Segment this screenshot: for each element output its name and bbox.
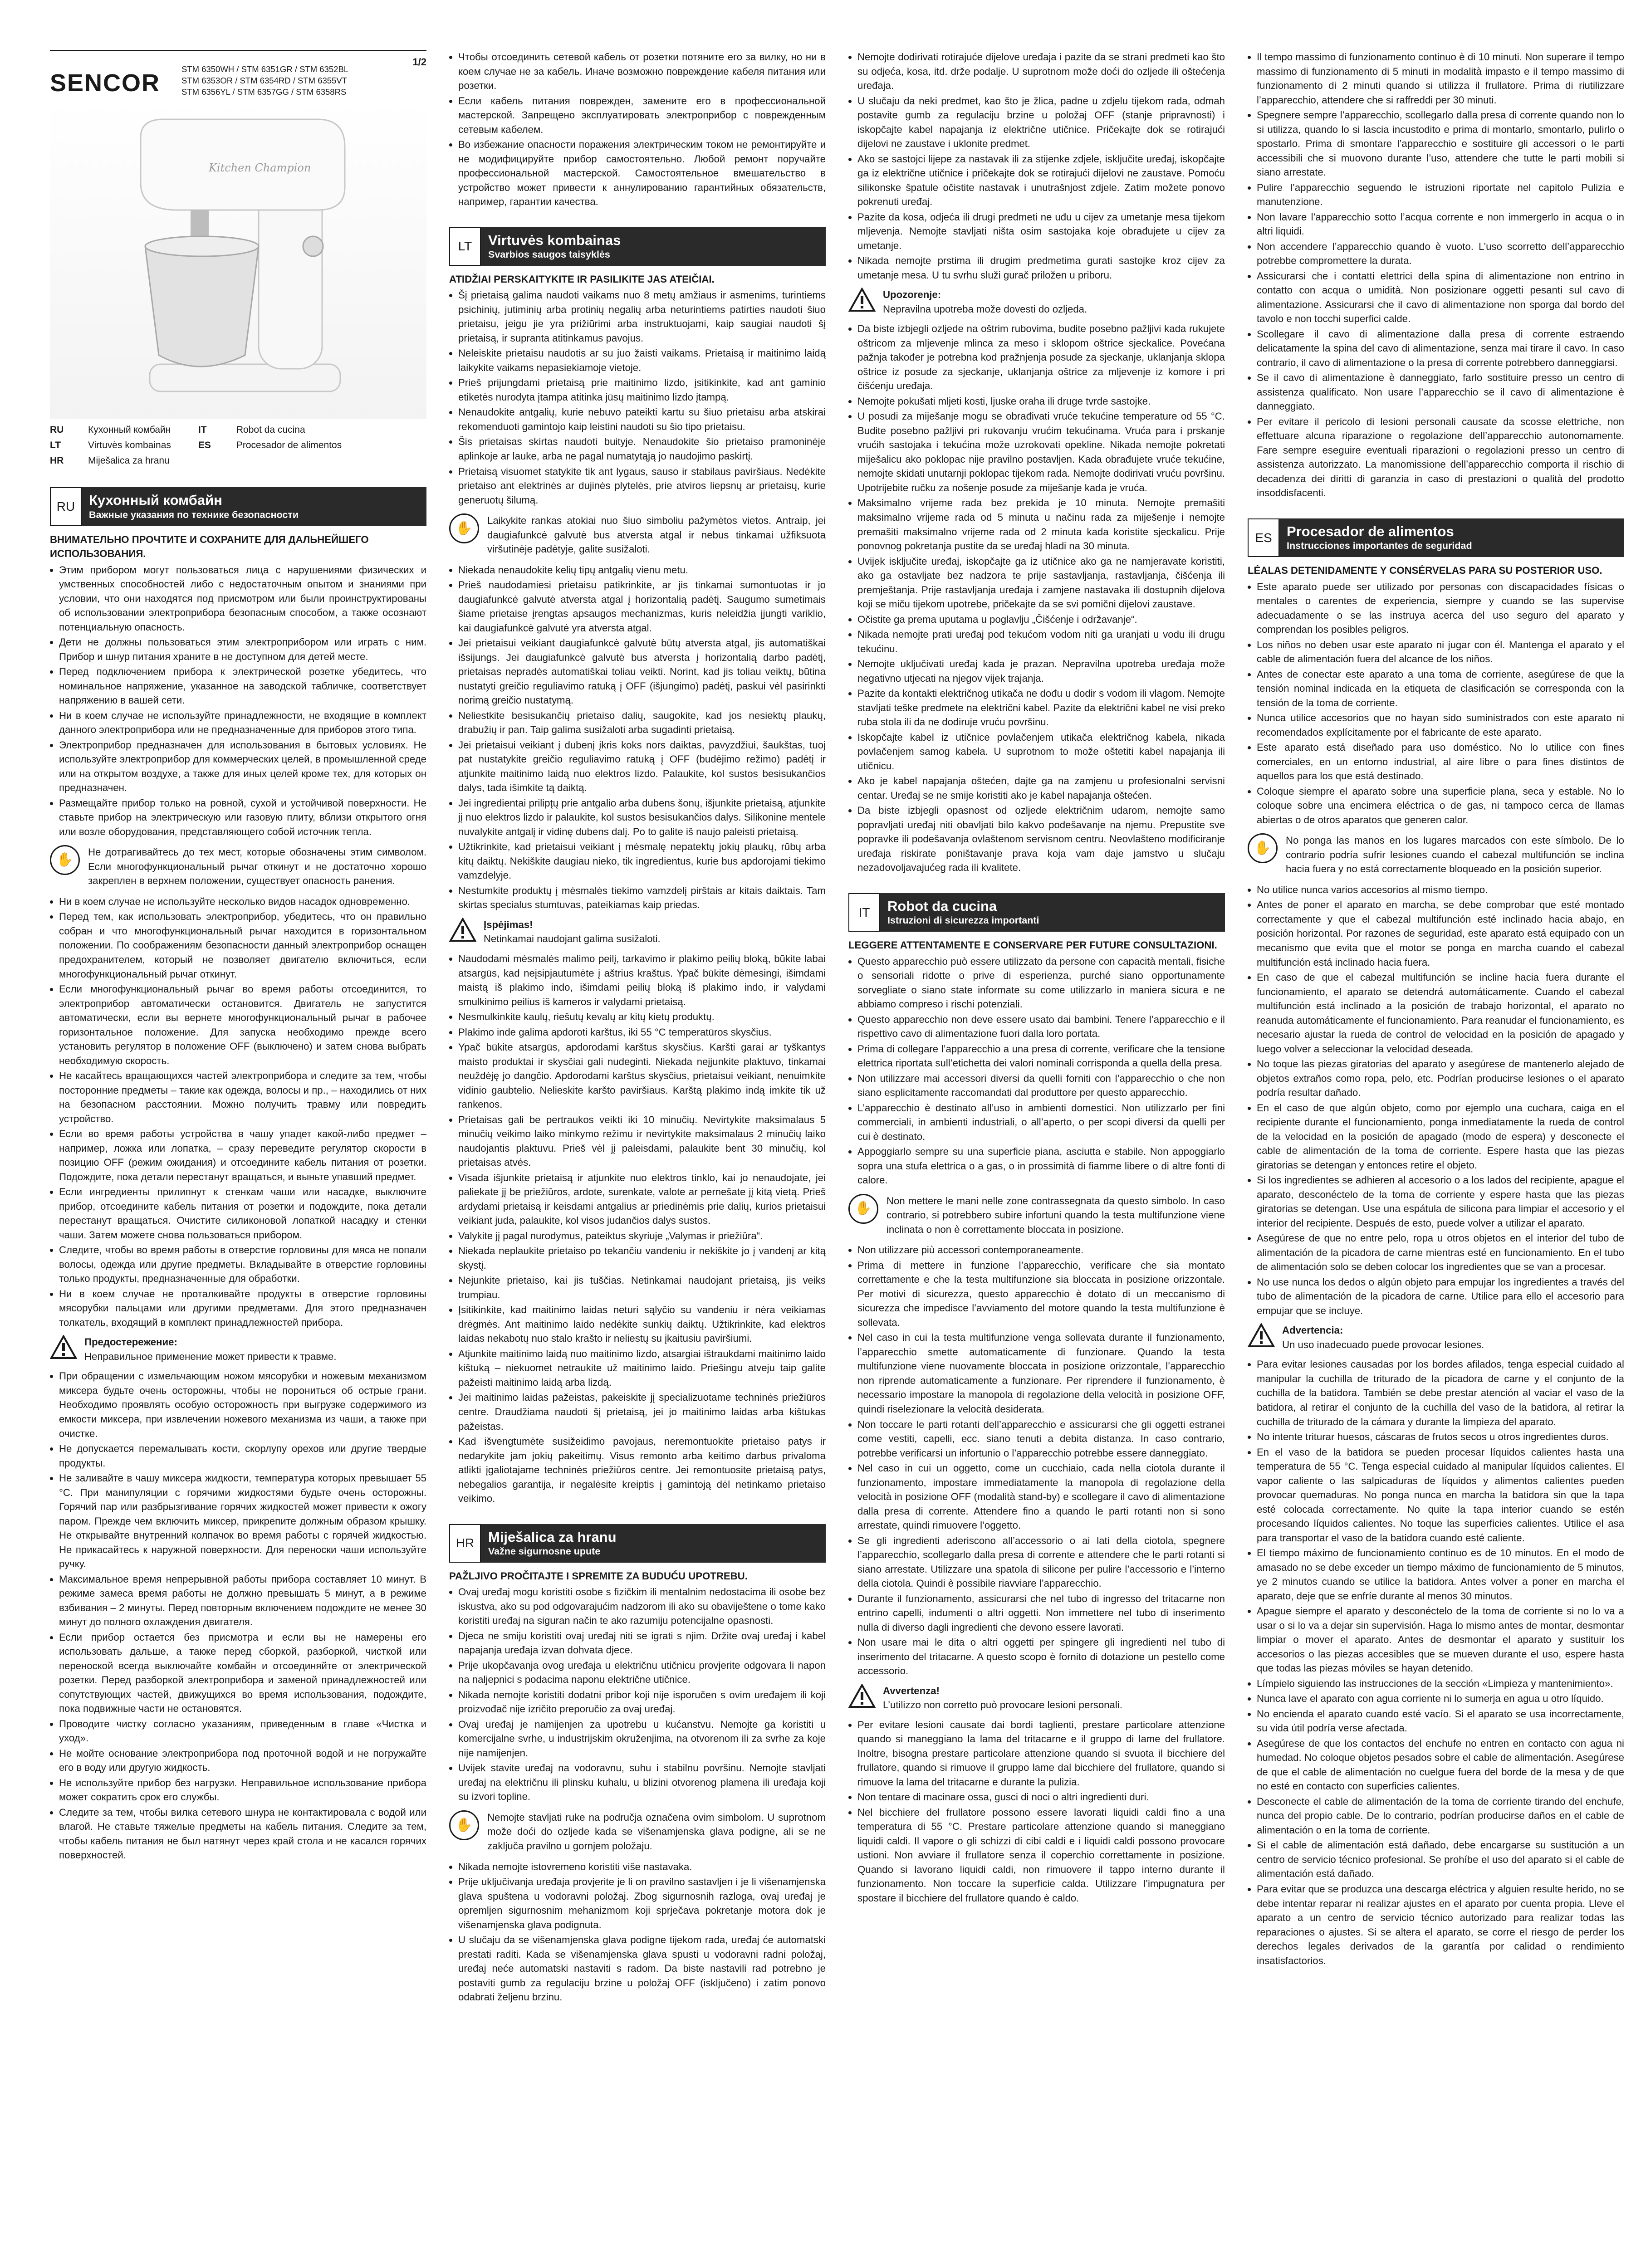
list-item: • U slučaju da neki predmet, kao što je žlica, padne u zdjelu tijekom rada, odmah postavite gumb za regulaciju brzine u položaj OFF (stanje pripravnosti) i iskopčajte kabel napajanja iz električne utičnice. Pričekajte dok se rotirajući dijelovi ne zaustave i uklonite predmet. bbox=[857, 94, 1225, 151]
list-item: • Электроприбор предназначен для использования в бытовых условиях. Не используйте электроприбор для коммерческих целей, в промышленной среде или на открытом воздухе, а также для иных целей кроме тех, для которых он предназначен. bbox=[59, 738, 426, 795]
list-item: • Pazite da kontakti električnog utikača ne dođu u dodir s vodom ili vlagom. Nemojte stavljati teške predmete na električni kabel. Pazite da električni kabel ne visi preko ruba stola ili da ne dodiruje vruću površinu. bbox=[857, 686, 1225, 729]
list-item: • Očistite ga prema uputama u poglavlju „Čišćenje i održavanje“. bbox=[857, 612, 1225, 627]
warning-triangle-icon bbox=[848, 1684, 876, 1708]
model-line: STM 6353OR / STM 6354RD / STM 6355VT bbox=[181, 75, 347, 85]
it-continued-items bbox=[1248, 50, 1624, 500]
product-script: Kitchen Champion bbox=[209, 161, 311, 174]
list-item: • Šį prietaisą galima naudoti vaikams nuo 8 metų amžiaus ir asmenims, turintiems psichinių, jutiminių arba protinių negalių arba neturintiems patirties naudoti šiuo prietaisu, jeigu jie yra prižiūrimi arba instruktuojami, kaip saugiai naudoti šį prietaisą, ir supranta atitinkamus pavojus. bbox=[458, 288, 826, 345]
section-banner-hr bbox=[449, 1524, 826, 1563]
hr-continued-items-1 bbox=[848, 50, 1225, 282]
section-banner-es bbox=[1248, 518, 1624, 557]
list-item: • Nemojte uključivati uređaj kada je prazan. Nepravilna upotreba uređaja može negativno utjecati na njegov vijek trajanja. bbox=[857, 657, 1225, 685]
symbol-note-text: Laikykite rankas atokiai nuo šiuo simboliu pažymėtos vietos. Antraip, jei daugiafunkcė galvutė bus atversta atgal ir nebus tinkamai užfiksuota viršutinėje padėtyje, galite susižaloti. bbox=[487, 515, 826, 555]
section-title: Robot da cucina bbox=[887, 898, 997, 914]
list-item: • Если ингредиенты прилипнут к стенкам чаши или насадке, выключите прибор, отсоедините кабель питания от розетки и подождите, пока детали перестанут вращаться. Очистите силиконовой лопаткой насадку и стенки чаши. Затем можете снова пользоваться прибором. bbox=[59, 1185, 426, 1242]
warning-block bbox=[848, 1684, 1225, 1712]
list-item: • Non usare mai le dita o altri oggetti per spingere gli ingredienti nel tubo di inserimento del tritacarne. A questo scopo è fornito di dotazione un pestello come accessorio. bbox=[857, 1635, 1225, 1678]
lt-items-2 bbox=[449, 563, 826, 912]
hand-warning-icon: ✋ bbox=[848, 1194, 878, 1224]
list-item: • No intente triturar huesos, cáscaras de frutos secos u otros ingredientes duros. bbox=[1257, 1430, 1624, 1444]
language-index-item bbox=[198, 423, 342, 437]
list-item: • Per evitare il pericolo di lesioni personali causate da scosse elettriche, non effettuare alcuna riparazione o regolazione dell’apparecchio autonomamente. Fare sempre eseguire eventuali riparazioni o regolazioni presso un centro di assistenza autorizzato. La manomissione dell’apparecchio comporta il rischio di decadenza dei diritti di garanzia in caso di prestazioni o qualità del prodotto insoddisfacenti. bbox=[1257, 415, 1624, 500]
warning-title: Advertencia: bbox=[1282, 1325, 1343, 1336]
list-item: • Valykite jį pagal nurodymus, pateiktus skyriuje „Valymas ir priežiūra“. bbox=[458, 1229, 826, 1243]
symbol-note bbox=[50, 845, 426, 888]
list-item: • Niekada nenaudokite kelių tipų antgalių vienu metu. bbox=[458, 563, 826, 577]
symbol-note-text: Не дотрагивайтесь до тех мест, которые обозначены этим символом. Если многофункциональный рычаг откинут и не достаточно хорошо закреплен в верхнем положении, существует опасность ранения. bbox=[88, 846, 426, 887]
warning-text: Un uso inadecuado puede provocar lesiones. bbox=[1282, 1339, 1484, 1350]
section-subtitle: Важные указания по технике безопасности bbox=[89, 509, 299, 520]
language-name: Miješalica za hranu bbox=[88, 455, 170, 466]
list-item: • Los niños no deben usar este aparato ni jugar con él. Mantenga el aparato y el cable de alimentación fuera del alcance de los niños. bbox=[1257, 638, 1624, 666]
symbol-note-text: No ponga las manos en los lugares marcados con este símbolo. De lo contrario podría sufrir lesiones cuando el cabezal multifunción se inclina hacia fuera y no está correctamente bloqueado en la posición superior. bbox=[1286, 835, 1624, 875]
list-item: • Следите за тем, чтобы вилка сетевого шнура не контактировала с водой или влагой. Не ставьте тяжелые предметы на кабель питания. Следите за тем, чтобы кабель питания не был натянут через край стола и не касался горячих поверхностей. bbox=[59, 1805, 426, 1862]
list-item: • Non utilizzare più accessori contemporaneamente. bbox=[857, 1243, 1225, 1257]
list-item: • Da biste izbjegli opasnost od ozljede električnim udarom, nemojte samo popravljati uređaj niti obavljati bilo kakvo podešavanje na njemu. Prepustite sve popravke ili podešavanja ovlaštenom servisnom centru. Neovlašteno modificiranje uređaja riskirate poništavanje prava koja vam daje jamstvo u slučaju nezadovoljavajućeg rada ili kvalitete. bbox=[857, 803, 1225, 875]
warning-block bbox=[848, 288, 1225, 316]
list-item: • Si los ingredientes se adhieren al accesorio o a los lados del recipiente, apague el aparato, desconéctelo de la toma de corriente y espere hasta que las piezas giratorias se detengan. Use una espátula de silicona para limpiar el accesorio y el interior del recipiente. Después de esto, puede volver a utilizar el aparato. bbox=[1257, 1173, 1624, 1230]
model-line: STM 6350WH / STM 6351GR / STM 6352BL bbox=[181, 64, 349, 74]
warning-text: L’utilizzo non corretto può provocare lesioni personali. bbox=[883, 1699, 1122, 1711]
symbol-note-text: Nemojte stavljati ruke na područja označena ovim simbolom. U suprotnom može doći do ozljede kada se višenamjenska glava podigne, ali se ne zaključa pravilno u gornjem položaju. bbox=[487, 1811, 826, 1852]
list-item: • Nel caso in cui la testa multifunzione venga sollevata durante il funzionamento, l’apparecchio smette automaticamente di funzionare. Quando la testa multifunzione viene nuovamente bloccata in posizione orizzontale, l’apparecchio non riprende automaticamente a funzionare. Per riprendere il funzionamento, è necessario impostare la manopola di regolazione della velocità in posizione OFF, quindi riselezionare la velocità desiderata. bbox=[857, 1330, 1225, 1416]
symbol-note bbox=[1248, 833, 1624, 876]
list-item: • Ни в коем случае не используйте принадлежности, не входящие в комплект данного электроприбора или не предназначенные для приборов этого типа. bbox=[59, 709, 426, 737]
list-item: • Jei ingredientai prilipt̨ų prie antgalio arba dubens šonų, išjunkite prietaisą, atjunkite jį nuo elektros lizdo ir palaukite, kol sustos besisukančios dalys. Silikonine mentele nuvalykite antgalį ir vidinę dubens dalį. Po to galite iš naujo paleisti prietaisą. bbox=[458, 796, 826, 839]
list-item: • Ako je kabel napajanja oštećen, dajte ga na zamjenu u profesionalni servisni centar. Uređaj se ne smije koristiti ako je kabel napajanja oštećen. bbox=[857, 774, 1225, 802]
warning-triangle-icon bbox=[50, 1335, 77, 1359]
section-code: RU bbox=[50, 487, 82, 526]
list-item: • Nemojte dodirivati rotirajuće dijelove uređaja i pazite da se strani predmeti kao što su odjeća, kosa, itd. drže podalje. U suprotnom može doći do ozljede ili oštećenja uređaja. bbox=[857, 50, 1225, 93]
list-item: • Se gli ingredienti aderiscono all’accessorio o ai lati della ciotola, spegnere l’apparecchio, scollegarlo dalla presa di corrente e attendere che le parti rotanti si siano arrestate. Utilizzare una spatola di silicone per pulire l’accessorio e l’interno della ciotola. Quindi è possibile riavviare l’apparecchio. bbox=[857, 1534, 1225, 1591]
list-item: • Prieš naudodamiesi prietaisu patikrinkite, ar jis tinkamai sumontuotas ir jo daugiafunkcė galvutė atversta atgal į horizontalią padėtį. Saugumo sumetimais šiame prietaise įrengtas apsaugos mechanizmas, kuris neleidžia įjungti variklio, kai daugiafunkcė galvutė yra atversta atgal. bbox=[458, 578, 826, 635]
warning-text: Nepravilna upotreba može dovesti do ozljeda. bbox=[883, 303, 1087, 315]
section-code: ES bbox=[1248, 518, 1279, 557]
hand-warning-icon: ✋ bbox=[50, 845, 80, 875]
list-item: • Si el cable de alimentación está dañado, debe encargarse su sustitución a un centro de servicio técnico profesional. Se prohíbe el uso del aparato si el cable de alimentación está dañado. bbox=[1257, 1838, 1624, 1881]
warning-triangle-icon bbox=[1248, 1323, 1275, 1348]
lt-items-1 bbox=[449, 288, 826, 507]
section-subtitle: Svarbios saugos taisyklės bbox=[488, 249, 610, 260]
hand-warning-icon: ✋ bbox=[449, 513, 479, 543]
list-item: • Djeca ne smiju koristiti ovaj uređaj niti se igrati s njim. Držite ovaj uređaj i kabel napajanja uređaja izvan dohvata djece. bbox=[458, 1629, 826, 1657]
hr-items-1 bbox=[449, 1585, 826, 1804]
list-item: • Assicurarsi che i contatti elettrici della spina di alimentazione non entrino in contatto con acqua o umidità. Non posizionare oggetti pesanti sul cavo di alimentazione. Assicurarsi che il cavo di alimentazione non sporga dal bordo del tavolo e non tocchi superfici calde. bbox=[1257, 269, 1624, 326]
it-items-1 bbox=[848, 954, 1225, 1188]
list-item: • U slučaju da se višenamjenska glava podigne tijekom rada, uređaj će automatski prestati raditi. Kada se višenamjenska glava spusti u vodoravni radni položaj, uređaj neće automatski nastaviti s radom. Da biste nastavili rad potrebno je postaviti gumb za regulaciju brzine u položaj OFF (isključeno) i zatim ponovo odabrati željenu brzinu. bbox=[458, 1933, 826, 2004]
list-item: • Non utilizzare mai accessori diversi da quelli forniti con l’apparecchio o che non siano esplicitamente raccomandati dal produttore per questo apparecchio. bbox=[857, 1071, 1225, 1100]
list-item: • Appoggiarlo sempre su una superficie piana, asciutta e stabile. Non appoggiarlo sopra una stufa elettrica o a gas, o in prossimità di fiamme libere o di altre fonti di calore. bbox=[857, 1144, 1225, 1188]
ru-continued-items bbox=[449, 50, 826, 209]
section-title: Procesador de alimentos bbox=[1287, 523, 1454, 539]
section-code: HR bbox=[449, 1524, 481, 1563]
ru-items-2 bbox=[50, 894, 426, 1330]
ru-items-3 bbox=[50, 1369, 426, 1862]
list-item: • Jei maitinimo laidas pažeistas, pakeiskite jį specializuotame techninės priežiūros centre. Draudžiama naudoti šį prietaisą, jei jo maitinimo laidas arba kištukas pažeistas. bbox=[458, 1390, 826, 1433]
section-title: Кухонный комбайн bbox=[89, 492, 222, 508]
product-image bbox=[50, 101, 426, 419]
list-item: • Antes de conectar este aparato a una toma de corriente, asegúrese de que la tensión nominal indicada en la etiqueta de clasificación se corresponda con la tensión de la toma de corriente. bbox=[1257, 667, 1624, 710]
list-item: • Следите, чтобы во время работы в отверстие горловины для мяса не попали волосы, одежда или другие предметы. Вкладывайте в отверстие горловины только продукты, предназначенные для обработки. bbox=[59, 1243, 426, 1286]
list-item: • Este aparato está diseñado para uso doméstico. No lo utilice con fines comerciales, en un entorno industrial, al aire libre o para fines distintos de aquellos para los que está destinado. bbox=[1257, 740, 1624, 783]
list-item: • Naudodami mėsmalės malimo peilį, tarkavimo ir plakimo peilių bloką, būkite labai atsargūs, kad neįsipjautumėte į aštrius kraštus. Ypač būkite dėmesingi, išimdami maistą iš plakimo indo, išimdami peilių bloką iš plakimo indo, ir valydami smulkinimo peilius iš kameros ir valydami prietaisą. bbox=[458, 952, 826, 1009]
list-item: • Neleiskite prietaisu naudotis ar su juo žaisti vaikams. Prietaisą ir maitinimo laidą laikykite vaikams nepasiekiamoje vietoje. bbox=[458, 346, 826, 375]
hand-warning-icon: ✋ bbox=[449, 1810, 479, 1840]
list-item: • Prije uključivanja uređaja provjerite je li on pravilno sastavljen i je li višenamjenska glava spuštena u vodoravni položaj. Zbog sigurnosnih razloga, ovaj uređaj je opremljen sigurnosnim mehanizmom koji sprječava pokretanje motora dok je višenamjenska glava podignuta. bbox=[458, 1875, 826, 1932]
language-code: ES bbox=[198, 440, 211, 450]
list-item: • Asegúrese de que los contactos del enchufe no entren en contacto con agua ni humedad. No coloque objetos pesados sobre el cable de alimentación. Asegúrese de que el cable de alimentación no cuelgue fuera del borde de la mesa y de que no esté en contacto con superficies calientes. bbox=[1257, 1736, 1624, 1794]
list-item: • Atjunkite maitinimo laidą nuo maitinimo lizdo, atsargiai ištraukdami maitinimo laido kištuką – niekuomet netraukite už maitinimo laido. Priešingu atveju taip galite pažeisti maitinimo laidą arba lizdą. bbox=[458, 1347, 826, 1390]
list-item: • Nel bicchiere del frullatore possono essere lavorati liquidi caldi fino a una temperatura di 55 °C. Prestare particolare attenzione quando si maneggiano liquidi caldi. Il vapore o gli schizzi di cibi caldi e i liquidi caldi possono provocare ustioni. Non avviare il frullatore senza il coperchio correttamente in posizione. Quando si lavorano liquidi caldi, non rimuovere il tappo interno durante il funzionamento. Non toccare la superficie calda. Utilizzare l’impugnatura per spostare il bicchiere del frullatore quando è caldo. bbox=[857, 1805, 1225, 1906]
list-item: • Если кабель питания поврежден, замените его в профессиональной мастерской. Запрещено эксплуатировать электроприбор с поврежденным сетевым кабелем. bbox=[458, 94, 826, 137]
es-items-2 bbox=[1248, 883, 1624, 1318]
list-item: • Kad išvengtumėte susižeidimo pavojaus, neremontuokite prietaiso patys ir nedarykite jam jokių pakeitimų. Visus remonto arba keitimo darbus privaloma atlikti įgaliotajame techninės priežiūros centre. Jei remontuosite prietaisą patys, nebegalios garantija, ir negalėsite kreiptis į gamintoją dėl netinkamo prietaiso veikimo. bbox=[458, 1434, 826, 1506]
section-subtitle: Važne sigurnosne upute bbox=[488, 1545, 601, 1557]
list-item: • Per evitare lesioni causate dai bordi taglienti, prestare particolare attenzione quando si maneggiano la lama del tritacarne e il gruppo di lame del frullatore. Inoltre, bisogna prestare particolare attenzione quando si svuota il bicchiere del frullatore, quando si rimuove il gruppo lame dal bicchiere del frullatore, quando si rimuove la lama del tritacarne e durante la pulizia. bbox=[857, 1718, 1225, 1789]
list-item: • Чтобы отсоединить сетевой кабель от розетки потяните его за вилку, но ни в коем случае не за кабель. Иначе возможно повреждение кабеля питания или розетки. bbox=[458, 50, 826, 93]
list-item: • Questo apparecchio non deve essere usato dai bambini. Tenere l’apparecchio e il rispettivo cavo di alimentazione fuori dalla loro portata. bbox=[857, 1012, 1225, 1041]
section-code: IT bbox=[848, 893, 880, 932]
language-code: RU bbox=[50, 425, 64, 435]
list-item: • Не мойте основание электроприбора под проточной водой и не погружайте его в воду или другую жидкость. bbox=[59, 1746, 426, 1775]
list-item: • Ako se sastojci lijepe za nastavak ili za stijenke zdjele, isključite uređaj, iskopčajte ga iz električne utičnice i pričekajte dok se rotirajući dijelovi ne zaustave. Pomoću silikonske špatule očistite nastavak i unutrašnjost zdjele. Zatim možete ponovo pokrenuti uređaj. bbox=[857, 152, 1225, 209]
list-item: • Se il cavo di alimentazione è danneggiato, farlo sostituire presso un centro di assistenza qualificato. Non usare l’apparecchio se il cavo di alimentazione è danneggiato. bbox=[1257, 371, 1624, 414]
list-item: • Il tempo massimo di funzionamento continuo è di 10 minuti. Non superare il tempo massimo di funzionamento di 5 minuti in modalità impasto e il tempo massimo di funzionamento di 2 minuti quando si utilizza il frullatore. Prima di riutilizzare l’apparecchio, attendere che si raffreddi per 30 minuti. bbox=[1257, 50, 1624, 107]
symbol-note bbox=[449, 1810, 826, 1853]
es-items-1 bbox=[1248, 580, 1624, 827]
header-bar bbox=[50, 50, 426, 97]
section-intro: PAŽLJIVO PROČITAJTE I SPREMITE ZA BUDUĆU UPOTREBU. bbox=[449, 1570, 748, 1582]
list-item: • Užtikrinkite, kad prietaisui veikiant į mėsmalę nepatektų jokių plaukų, rūbų arba kitų daiktų. Nekiškite daugiau nieko, tik ingredientus, kurie bus apdorojami tiekimo vamzdelyje. bbox=[458, 840, 826, 883]
section-title: Miješalica za hranu bbox=[488, 1529, 617, 1545]
page-number: 1/2 bbox=[412, 56, 426, 68]
list-item: • Pulire l’apparecchio seguendo le istruzioni riportate nel capitolo Pulizia e manutenzione. bbox=[1257, 181, 1624, 209]
warning-title: Upozorenje: bbox=[883, 289, 941, 301]
language-name: Кухонный комбайн bbox=[88, 425, 171, 435]
list-item: • Prima di collegare l’apparecchio a una presa di corrente, verificare che la tensione elettrica riportata sull’etichetta dei valori nominali corrisponda a quella della presa. bbox=[857, 1042, 1225, 1070]
list-item: • Neliestkite besisukančių prietaiso dalių, saugokite, kad jos nesiektų plaukų, drabužių ir pan. Taip galima susižaloti arba sugadinti prietaisą. bbox=[458, 709, 826, 737]
section-banner-lt bbox=[449, 227, 826, 266]
stand-mixer-illustration bbox=[122, 110, 358, 410]
warning-title: Предостережение: bbox=[84, 1336, 177, 1348]
list-item: • Prietaisas gali be pertraukos veikti iki 10 minučių. Nevirtykite maksimalaus 5 minučių veikimo laiko minkymo režimu ir nevirtykite maksimalaus 2 minučių laiko naudojantis plaktuvu. Prieš vėl jį paleisdami, palaukite bent 30 minučių, kol prietaisas atvės. bbox=[458, 1113, 826, 1170]
list-item: • Para evitar que se produzca una descarga eléctrica y alguien resulte herido, no se debe intentar reparar ni realizar ajustes en el aparato por cuenta propia. Lleve el aparato a un centro de servicio técnico autorizado para realizar todas las reparaciones o ajustes. Si se altera el aparato, se corre el riesgo de perder los derechos legales derivados de la garantía por calidad o rendimiento insatisfactorios. bbox=[1257, 1882, 1624, 1968]
section-banner-ru bbox=[50, 487, 426, 526]
section-title: Virtuvės kombainas bbox=[488, 232, 621, 248]
list-item: • Apague siempre el aparato y desconéctelo de la toma de corriente si no lo va a usar o si lo va a dejar sin supervisión. Haga lo mismo antes de montar, desmontar limpiar o mover el aparato. Antes de desmontar el aparato y sustituir los accesorios o las piezas accesibles que se mueven durante el uso, espere hasta que todas las piezas móviles se hayan detenido. bbox=[1257, 1604, 1624, 1676]
list-item: • Antes de poner el aparato en marcha, se debe comprobar que esté montado correctamente y que el cabezal multifunción esté inclinado hacia abajo, en posición horizontal. Por razones de seguridad, este aparato está equipado con un mecanismo que evita que el motor se ponga en marcha cuando el cabezal multifunción está inclinado hacia fuera. bbox=[1257, 898, 1624, 969]
list-item: • Prije ukopčavanja ovog uređaja u električnu utičnicu provjerite odgovara li napon na naljepnici s podacima naponu električne utičnice. bbox=[458, 1658, 826, 1687]
list-item: • Nejunkite prietaiso, kai jis tuščias. Netinkamai naudojant prietaisą, jis veiks trumpiau. bbox=[458, 1273, 826, 1302]
list-item: • Максимальное время непрерывной работы прибора составляет 10 минут. В режиме замеса время работы не должно превышать 5 минут, а в режиме взбивания – 2 минуты. Перед повторным включением подождите не менее 30 минут до полного охлаждения двигателя. bbox=[59, 1572, 426, 1629]
list-item: • No toque las piezas giratorias del aparato y asegúrese de mantenerlo alejado de objetos extraños como ropa, pelo, etc. Podrían producirse lesiones o el aparato podría resultar dañado. bbox=[1257, 1057, 1624, 1100]
list-item: • Non lavare l’apparecchio sotto l’acqua corrente e non immergerlo in acqua o in altri liquidi. bbox=[1257, 210, 1624, 239]
language-index-item bbox=[50, 454, 171, 468]
list-item: • Если во время работы устройства в чашу упадет какой-либо предмет – например, ложка или лопатка, – сразу переведите регулятор скорости в позицию OFF (режим ожидания) и отсоедините кабель питания от розетки. Подождите, пока детали перестанут вращаться, и выньте упавший предмет. bbox=[59, 1127, 426, 1184]
list-item: • Coloque siempre el aparato sobre una superficie plana, seca y estable. No lo coloque sobre una encimera eléctrica o de gas, ni tampoco cerca de llamas abiertas o de otros aparatos que generen calor. bbox=[1257, 784, 1624, 827]
list-item: • Ovaj uređaj je namijenjen za upotrebu u kućanstvu. Nemojte ga koristiti u komercijalne svrhe, u industrijskim okruženjima, na otvorenom ili za svrhe za koje nije namijenjen. bbox=[458, 1717, 826, 1760]
language-index-item bbox=[198, 439, 342, 452]
list-item: • Nikada nemojte koristiti dodatni pribor koji nije isporučen s ovim uređajem ili koji proizvođač nije izričito preporučio za ovaj uređaj. bbox=[458, 1688, 826, 1716]
list-item: • Non tentare di macinare ossa, gusci di noci o altri ingredienti duri. bbox=[857, 1790, 1225, 1804]
list-item: • Durante il funzionamento, assicurarsi che nel tubo di ingresso del tritacarne non entrino capelli, indumenti o altri oggetti. Non immettere nel tubo di inserimento nulla di diverso dagli ingredienti che devono essere lavorati. bbox=[857, 1592, 1225, 1635]
list-item: • Non toccare le parti rotanti dell’apparecchio e assicurarsi che gli oggetti estranei come vestiti, capelli, ecc. siano tenuti a debita distanza. In caso contrario, potrebbe verificarsi un infortunio o l’apparecchio potrebbe essere danneggiato. bbox=[857, 1418, 1225, 1461]
list-item: • Uvijek stavite uređaj na vodoravnu, suhu i stabilnu površinu. Nemojte stavljati uređaj na električnu ili plinsku kuhalu, u blizini otvorenog plamena ili uređaja koji su izvori topline. bbox=[458, 1761, 826, 1804]
list-item: • Iskopčajte kabel iz utičnice povlačenjem utikača električnog kabela, nikada povlačenjem samog kabela. U suprotnom to može oštetiti kabel napajanja ili utičnicu. bbox=[857, 730, 1225, 773]
hand-warning-icon: ✋ bbox=[1248, 833, 1278, 863]
section-code: LT bbox=[449, 227, 481, 266]
warning-text: Netinkamai naudojant galima susižaloti. bbox=[484, 933, 661, 945]
language-index-left bbox=[50, 423, 171, 469]
warning-block bbox=[1248, 1323, 1624, 1352]
warning-triangle-icon bbox=[449, 918, 476, 942]
list-item: • Nikada nemojte prstima ili drugim predmetima gurati sastojke kroz cijev za umetanje mesa. U tu svrhu služi gurač priložen u priboru. bbox=[857, 254, 1225, 282]
list-item: • Если прибор остается без присмотра и если вы не намерены его использовать дальше, а также перед сборкой, разборкой, чисткой или переноской всегда выключайте комбайн и отсоединяйте от электрической розетки. Перед разборкой электроприбора и заменой принадлежностей или сопутствующих частей, движущихся во время использования, подождите, пока подвижные части не остановятся. bbox=[59, 1630, 426, 1716]
list-item: • U posudi za miješanje mogu se obrađivati vruće tekućine temperature od 55 °C. Budite posebno pažljivi pri rukovanju vrućim tekućinama. Vruća para i prskanje vrućih sastojaka i tekućina može uzrokovati opekline. Nikada nemojte pokretati miješalicu ako poklopac nije pravilno postavljen. Kada obrađujete vruće tekućine, nemojte skidati unutarnji poklopac tijekom rada. Nemojte dodirivati vruću površinu. Upotrijebite ručku za nošenje posude za miješanje kada je vruća. bbox=[857, 409, 1225, 495]
list-item: • Maksimalno vrijeme rada bez prekida je 10 minuta. Nemojte premašiti maksimalno vrijeme rada od 5 minuta u načinu rada za miješenje i nemojte premašiti maksimalno vrijeme rada od 2 minuta kada koristite sjeckalicu. Prije ponovnog pokretanja pustite da se uređaj hladi na 30 minuta. bbox=[857, 496, 1225, 553]
section-subtitle: Instrucciones importantes de seguridad bbox=[1287, 540, 1472, 552]
list-item: • En el caso de que algún objeto, como por ejemplo una cuchara, caiga en el recipiente durante el funcionamiento, ponga inmediatamente la rueda de control de la velocidad en la posición de apagado (modo de espera) y desconecte el cable de alimentación de la toma de corriente. Espere hasta que las piezas giratorias se detengan y entonces retire el objeto. bbox=[1257, 1101, 1624, 1173]
warning-title: Avvertenza! bbox=[883, 1685, 940, 1696]
section-intro: ATIDŽIAI PERSKAITYKITE IR PASILIKITE JAS ATEIČIAI. bbox=[449, 273, 715, 285]
list-item: • Nunca utilice accesorios que no hayan sido suministrados con este aparato ni recomendados explícitamente por el fabricante de este aparato. bbox=[1257, 711, 1624, 739]
lt-items-3 bbox=[449, 952, 826, 1506]
list-item: • No use nunca los dedos o algún objeto para empujar los ingredientes a través del tubo de alimentación de la picadora de carne. Utilice para ello el accesorio para empujar que se incluye. bbox=[1257, 1275, 1624, 1318]
list-item: • Nenaudokite antgalių, kurie nebuvo pateikti kartu su šiuo prietaisu arba atskirai rekomenduoti gamintojo kaip leistini naudoti su šio tipo prietaisu. bbox=[458, 405, 826, 434]
list-item: • Ovaj uređaj mogu koristiti osobe s fizičkim ili mentalnim nedostacima ili osobe bez iskustva, ako su pod odgovarajućim nadzorom ili ako su obaviještene o tome kako koristiti uređaj na siguran način te ako razumiju potencijalne opasnosti. bbox=[458, 1585, 826, 1628]
list-item: • Дети не должны пользоваться этим электроприбором или играть с ним. Прибор и шнур питания храните в не доступном для детей месте. bbox=[59, 635, 426, 664]
symbol-note bbox=[449, 513, 826, 557]
model-line: STM 6356YL / STM 6357GG / STM 6358RS bbox=[181, 87, 347, 97]
language-index-item bbox=[50, 439, 171, 452]
symbol-note-text: Non mettere le mani nelle zone contrassegnata da questo simbolo. In caso contrario, si potrebbero subire infortuni quando la testa multifunzione viene inclinata o non è correttamente bloccata in posizione. bbox=[887, 1195, 1225, 1235]
warning-text: Неправильное применение может привести к травме. bbox=[84, 1350, 337, 1362]
list-item: • Prieš prijungdami prietaisą prie maitinimo lizdo, įsitikinkite, kad ant gaminio etiketės nurodyta įtampa atitinka jūsų maitinimo lizdo įtampą. bbox=[458, 376, 826, 404]
es-items-3 bbox=[1248, 1357, 1624, 1968]
column-1 bbox=[50, 50, 426, 2263]
list-item: • Nikada nemojte prati uređaj pod tekućom vodom niti ga uranjati u vodu ili drugu tekućinu. bbox=[857, 627, 1225, 656]
list-item: • Jei prietaisui veikiant daugiafunkcė galvutė būtų atversta atgal, jis automatiškai išsijungs. Jei daugiafunkcė galvutė bus atversta į horizontalią darbo padėtį, prietaisas nepradės automatiškai toliau veikti. Norint, kad jis toliau veiktų, būtina nustatyti greičio reguliavimo ratuką į OFF (išjungimo) padėtį, paskui vėl pasirinkti norimą greičio nustatymą. bbox=[458, 636, 826, 708]
list-item: • El tiempo máximo de funcionamiento continuo es de 10 minutos. En el modo de amasado no se debe exceder un tiempo máximo de funcionamiento de 5 minutos, ye 2 minutos cuando se utilice la batidora. Antes volver a poner en marcha el aparato, deje que se enfríe durante al menos 30 minutos. bbox=[1257, 1546, 1624, 1603]
list-item: • Nestumkite produktų į mėsmalės tiekimo vamzdelį pirštais ar kitais daiktais. Tam skirtas specialus stumtuvas, pateikiamas kaip priedas. bbox=[458, 884, 826, 912]
list-item: • Перед подключением прибора к электрической розетке убедитесь, что номинальное напряжение, указанное на заводской табличке, соответствует напряжению в вашей сети. bbox=[59, 665, 426, 708]
list-item: • При обращении с измельчающим ножом мясорубки и ножевым механизмом миксера будьте очень осторожны, чтобы не порониться об острые грани. Необходимо проявлять особую осторожность при выгрузке содержимого из емкости миксера, при извлечении ножевого механизма из чаши, а также при очистке. bbox=[59, 1369, 426, 1441]
column-2 bbox=[449, 50, 826, 2263]
list-item: • Ни в коем случае не проталкивайте продукты в отверстие горловины мясорубки пальцами или другими предметами. Для этого предназначен толкатель, входящий в комплект принадлежностей прибора. bbox=[59, 1287, 426, 1330]
list-item: • Šis prietaisas skirtas naudoti buityje. Nenaudokite šio prietaiso pramoninėje aplinkoje ar lauke, arba ne pagal numatytąją jo naudojimo paskirtį. bbox=[458, 435, 826, 463]
language-index-item bbox=[50, 423, 171, 437]
column-3 bbox=[848, 50, 1225, 2263]
model-list bbox=[181, 64, 348, 98]
warning-title: Įspėjimas! bbox=[484, 919, 533, 930]
list-item: • Įsitikinkite, kad maitinimo laidas neturi sąlyčio su vandeniu ir nėra veikiamas drėgmės. Ant maitinimo laido nedėkite sunkių daiktų. Užtikrinkite, kad elektros laidas nekabotų nuo stalo krašto ir neliestų su įkaitusiu paviršiumi. bbox=[458, 1303, 826, 1346]
it-items-2 bbox=[848, 1243, 1225, 1678]
list-item: • Uvijek isključite uređaj, iskopčajte ga iz utičnice ako ga ne namjeravate koristiti, ako ga ostavljate bez nadzora te prije sastavljanja, rastavljanja, čišćenja ili premještanja. Prije rastavljanja uređaja i zamjene nastavaka ili dostupnih dijelova koji se miču tijekom upotrebe, pričekajte da se svi pomični dijelovi zaustave. bbox=[857, 554, 1225, 611]
list-item: • No utilice nunca varios accesorios al mismo tiempo. bbox=[1257, 883, 1624, 897]
list-item: • Если многофункциональный рычаг во время работы отсоединится, то электроприбор автоматически остановится. Двигатель не запустится автоматически, если вы вернете многофункциональный рычаг в рабочее горизонтальное положение. Для запуска необходимо прежде всего установить регулятор в положение OFF (выключено) и затем снова выбрать необходимую скорость. bbox=[59, 982, 426, 1068]
list-item: • Visada išjunkite prietaisą ir atjunkite nuo elektros tinklo, kai jo nenaudojate, jei paliekate jį be priežiūros, ardote, surenkate, valote ar pernešate jį kitą vietą. Prieš ardydami prietaisą ir keisdami antgalius ar priedinėmis prie dalių, kurios prietaisui veikiant juda, palaukite, kol visos judančios dalys sustos. bbox=[458, 1171, 826, 1228]
section-intro: LÉALAS DETENIDAMENTE Y CONSÉRVELAS PARA SU POSTERIOR USO. bbox=[1248, 565, 1602, 577]
list-item: • Проводите чистку согласно указаниям, приведенным в главе «Чистка и уход». bbox=[59, 1717, 426, 1745]
warning-block bbox=[449, 918, 826, 946]
list-item: • Ypač būkite atsargūs, apdorodami karštus skysčius. Karšti garai ar tyškantys maisto produktai ir skysčiai gali nudeginti. Niekada neįjunkite plaktuvo, tinkamai neuždėję jo dangčio. Apdorodami karštus skysčius, prietaisui veikiant, nenuimkite vidinio gaubtelio. Nelieskite karšto paviršiaus. Karštą plakimo indą imkite tik už rankenos. bbox=[458, 1040, 826, 1112]
hr-continued-items-2 bbox=[848, 322, 1225, 875]
list-item: • Non accendere l’apparecchio quando è vuoto. L’uso scorretto dell’apparecchio potrebbe compromettere la durata. bbox=[1257, 240, 1624, 268]
list-item: • Spegnere sempre l’apparecchio, scollegarlo dalla presa di corrente quando non lo si utilizza, quando lo si lascia incustodito e prima di montarlo, smontarlo, pulirlo o spostarlo. Prima di smontare l’apparecchio e sostituire gli accessori o le parti accessibili che si muovono durante l’uso, attendere che tutte le parti mobili si siano arrestate. bbox=[1257, 108, 1624, 180]
list-item: • Не допускается перемалывать кости, скорлупу орехов или другие твердые продукты. bbox=[59, 1442, 426, 1470]
list-item: • Этим прибором могут пользоваться лица с нарушениями физических и умственных способностей либо с недостаточным опытом и знаниями при условии, что они находятся под присмотром или были проинструктированы об использовании электроприбора безопасным способом, а также осознают потенциальную опасность. bbox=[59, 563, 426, 635]
warning-triangle-icon bbox=[848, 288, 876, 312]
list-item: • Во избежание опасности поражения электрическим током не ремонтируйте и не модифицируйте прибор самостоятельно. Любой ремонт поручайте профессиональной мастерской. Самостоятельное вмешательство в устройство может привести к аннулированию гарантийных обязательств, например, гарантии качества. bbox=[458, 137, 826, 209]
list-item: • En el vaso de la batidora se pueden procesar líquidos calientes hasta una temperatura de 55 °C. Tenga especial cuidado al manipular líquidos calientes. El vapor caliente o las salpicaduras de líquidos y alimentos calientes pueden provocar quemaduras. No ponga nunca en marcha la batidora sin que la tapa esté colocada correctamente. No quite la tapa interior cuando se estén procesando líquidos calientes. No toque las superficies calientes. Utilice el asa para transportar el vaso de la batidora cuando esté caliente. bbox=[1257, 1445, 1624, 1545]
ru-items-1 bbox=[50, 563, 426, 839]
list-item: • Не заливайте в чашу миксера жидкости, температура которых превышает 55 °C. При манипуляции с горячими жидкостями будьте очень осторожны. Горячий пар или разбрызгивание горячих жидкостей может привести к ожогу паром. Прежде чем включить миксер, прикрепите должным образом крышку. Не открывайте внутренний колпачок во время работы с горячей жидкостью. Не прикасайтесь к наружной поверхности. Для переноски чаши используйте ручку. bbox=[59, 1471, 426, 1571]
list-item: • Niekada neplaukite prietaiso po tekančiu vandeniu ir nekiškite jo į vandenį ar kitą skystį. bbox=[458, 1244, 826, 1272]
list-item: • Este aparato puede ser utilizado por personas con discapacidades físicas o mentales o carentes de experiencia, siempre y cuando se las supervise adecuadamente o se las instruya acerca del uso seguro del aparato y comprendan los posibles peligros. bbox=[1257, 580, 1624, 637]
list-item: • No encienda el aparato cuando esté vacío. Si el aparato se usa incorrectamente, su vida útil podría verse afectada. bbox=[1257, 1707, 1624, 1735]
language-index-right bbox=[198, 423, 342, 469]
list-item: • Scollegare il cavo di alimentazione dalla presa di corrente estraendo delicatamente la spina del cavo di alimentazione, senza mai tirare il cavo. In caso contrario, il cavo di alimentazione o la presa di corrente potrebbero danneggiarsi. bbox=[1257, 327, 1624, 370]
language-code: HR bbox=[50, 455, 64, 466]
list-item: • Nemojte pokušati mljeti kosti, ljuske oraha ili druge tvrde sastojke. bbox=[857, 394, 1225, 409]
language-code: LT bbox=[50, 440, 61, 450]
section-intro: LEGGERE ATTENTAMENTE E CONSERVARE PER FUTURE CONSULTAZIONI. bbox=[848, 939, 1217, 951]
language-name: Virtuvės kombainas bbox=[88, 440, 171, 450]
column-4 bbox=[1248, 50, 1624, 2263]
list-item: • Prietaisą visuomet statykite tik ant lygaus, sauso ir stabilaus paviršiaus. Nedėkite prietaiso ant elektrinės ar dujinės plytelės, prie atviros liepsnų ar prietaisų, kurie generuotų šilumą. bbox=[458, 464, 826, 508]
list-item: • Ни в коем случае не используйте несколько видов насадок одновременно. bbox=[59, 894, 426, 909]
list-item: • Plakimo inde galima apdoroti karštus, iki 55 °C temperatūros skysčius. bbox=[458, 1025, 826, 1040]
list-item: • Nikada nemojte istovremeno koristiti više nastavaka. bbox=[458, 1860, 826, 1874]
language-name: Robot da cucina bbox=[236, 425, 305, 435]
section-intro: ВНИМАТЕЛЬНО ПРОЧТИТЕ И СОХРАНИТЕ ДЛЯ ДАЛЬНЕЙШЕГО ИСПОЛЬЗОВАНИЯ. bbox=[50, 533, 369, 560]
list-item: • Límpielo siguiendo las instrucciones de la sección «Limpieza y mantenimiento». bbox=[1257, 1677, 1624, 1691]
language-code: IT bbox=[198, 425, 207, 435]
list-item: • Pazite da kosa, odjeća ili drugi predmeti ne uđu u cijev za umetanje mesa tijekom mljevenja. Nemojte stavljati ništa osim sastojaka koje obrađujete u cijev za umetanje. bbox=[857, 210, 1225, 253]
list-item: • Не используйте прибор без нагрузки. Неправильное использование прибора может сократить срок его службы. bbox=[59, 1776, 426, 1804]
list-item: • Da biste izbjegli ozljede na oštrim rubovima, budite posebno pažljivi kada rukujete oštricom za mljevenje mlinca za meso i sklopom oštrice sjeckalice. Povećana pažnja također je potrebna kod pražnjenja posude za sjeckanje, uklanjanja sklopa oštrice iz posude za sjeckanje, uklanjanja oštrice za mljevenje iz komore i pri čišćenju uređaja. bbox=[857, 322, 1225, 393]
section-subtitle: Istruzioni di sicurezza importanti bbox=[887, 915, 1039, 926]
list-item: • Questo apparecchio può essere utilizzato da persone con capacità mentali, fisiche o sensoriali ridotte o prive di esperienza, purché siano opportunamente sorvegliate o siano state informate su come utilizzarlo in maniera sicura e ne abbiamo compreso i rischi potenziali. bbox=[857, 954, 1225, 1012]
list-item: • Asegúrese de que no entre pelo, ropa u otros objetos en el interior del tubo de alimentación de la picadora de carne mientras esté en funcionamiento. En el tubo de alimentación solo se deben colocar los ingredientes que se van a procesar. bbox=[1257, 1231, 1624, 1274]
list-item: • Para evitar lesiones causadas por los bordes afilados, tenga especial cuidado al manipular la cuchilla de triturado de la picadora de carne y el conjunto de la cuchilla de la batidora. También se debe prestar atención al vaciar el vaso de la batidora, al retirar el conjunto de la cuchilla del vaso de la batidora, al retirar la cuchilla de triturado de la cámara y durante la limpieza del aparato. bbox=[1257, 1357, 1624, 1429]
list-item: • Prima di mettere in funzione l’apparecchio, verificare che sia montato correttamente e che la testa multifunzione sia bloccata in posizione orizzontale. Per motivi di sicurezza, questo apparecchio è dotato di un meccanismo di sicurezza che impedisce l’avviamento del motore quando la testa multifunzione è sollevata. bbox=[857, 1258, 1225, 1330]
it-items-3 bbox=[848, 1718, 1225, 1906]
section-banner-it bbox=[848, 893, 1225, 932]
list-item: • Jei prietaisui veikiant į dubenį įkris koks nors daiktas, pavyzdžiui, šaukštas, tuoj pat nustatykite greičio reguliavimo ratuką į OFF (budėjimo režimo) padėtį ir atjunkite maitinimo laidą nuo elektros lizdo. Palaukite, kol sustos besisukančios dalys, tada išimkite tą daiktą. bbox=[458, 738, 826, 795]
list-item: • Перед тем, как использовать электроприбор, убедитесь, что он правильно собран и что многофункциональный рычаг находится в горизонтальном положении. По соображениям безопасности данный электроприбор оснащен предохранителем, который не позволяет двигателю включиться, если многофункциональный рычаг откинут. bbox=[59, 909, 426, 981]
list-item: • En caso de que el cabezal multifunción se incline hacia fuera durante el funcionamiento, el aparato se detendrá automáticamente. Cuando el cabezal multifunción está inclinado a la posición de trabajo horizontal, el aparato no reanuda automáticamente el funcionamiento. Para reanudar el funcionamiento, es necesario ajustar la rueda de control de velocidad en la posición de apagado y luego volver a seleccionar la velocidad deseada. bbox=[1257, 970, 1624, 1056]
list-item: • Размещайте прибор только на ровной, сухой и устойчивой поверхности. Не ставьте прибор на электрическую или газовую плиту, вблизи открытого огня или возле оборудования, представляющего собой источник тепла. bbox=[59, 796, 426, 839]
list-item: • Не касайтесь вращающихся частей электроприбора и следите за тем, чтобы посторонние предметы – такие как одежда, волосы и пр., – находились от них на безопасном расстоянии. Можно получить травму или повредить устройство. bbox=[59, 1069, 426, 1126]
list-item: • Nesmulkinkite kaulų, riešutų kevalų ar kitų kietų produktų. bbox=[458, 1010, 826, 1024]
list-item: • Nel caso in cui un oggetto, come un cucchiaio, cada nella ciotola durante il funzionamento, impostare immediatamente la manopola di regolazione della velocità in posizione OFF (modalità stand-by) e scollegare il cavo di alimentazione dalla presa di corrente. Attendere fino a quando le parti rotanti non si sono arrestate, quindi rimuovere l’oggetto. bbox=[857, 1461, 1225, 1533]
symbol-note bbox=[848, 1194, 1225, 1237]
list-item: • L’apparecchio è destinato all’uso in ambienti domestici. Non utilizzarlo per fini commerciali, in ambienti industriali, o all’aperto, o per scopi diversi da quelli per cui è destinato. bbox=[857, 1101, 1225, 1144]
list-item: • Nunca lave el aparato con agua corriente ni lo sumerja en agua u otro líquido. bbox=[1257, 1691, 1624, 1706]
hr-items-2 bbox=[449, 1860, 826, 2004]
brand-logo: SENCOR bbox=[50, 69, 161, 97]
language-name: Procesador de alimentos bbox=[236, 440, 342, 450]
list-item: • Desconecte el cable de alimentación de la toma de corriente tirando del enchufe, nunca del propio cable. De lo contrario, podrían producirse daños en el cable de alimentación o en la toma de corriente. bbox=[1257, 1794, 1624, 1838]
language-index bbox=[50, 423, 426, 469]
warning-block bbox=[50, 1335, 426, 1364]
